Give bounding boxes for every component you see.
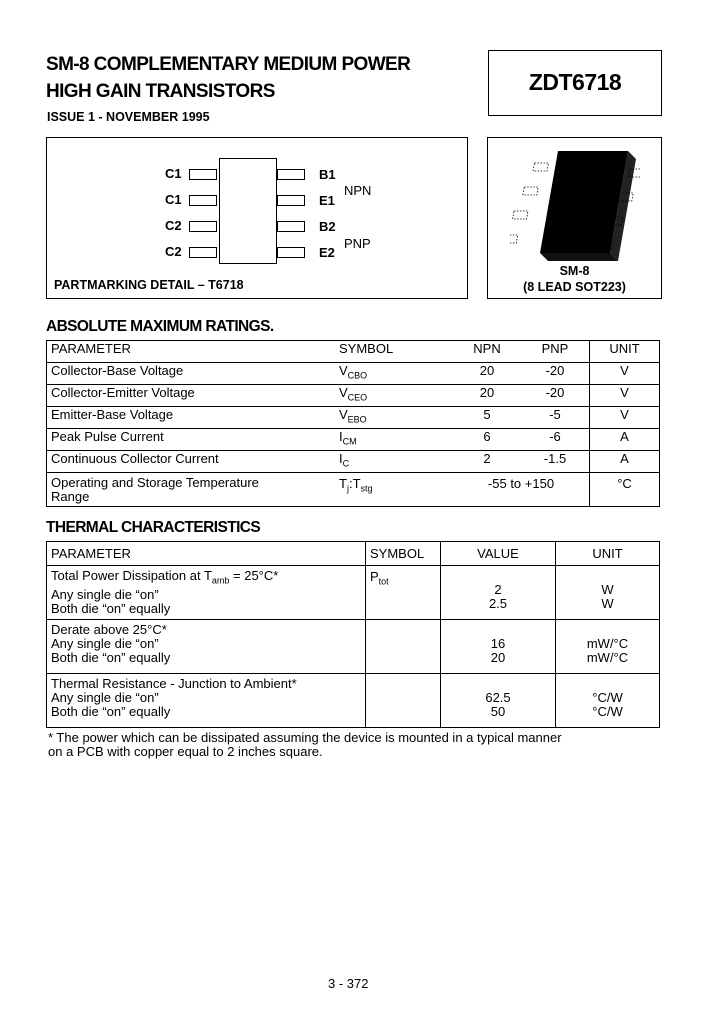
- pin-label-right-2: E1: [319, 193, 335, 208]
- symbol-text: V: [339, 385, 348, 400]
- pnp-cell: -1.5: [521, 451, 590, 473]
- param-cell: Collector-Base Voltage: [47, 363, 336, 385]
- page-number: 3 - 372: [328, 976, 369, 991]
- value-text: 62.5: [485, 690, 511, 705]
- title-line-1: SM-8 COMPLEMENTARY MEDIUM POWER: [46, 54, 411, 75]
- symbol-sub: j: [346, 483, 349, 494]
- unit-cell: [556, 674, 660, 728]
- table-row: [47, 451, 660, 473]
- value-cell: [441, 620, 556, 674]
- table-row: [47, 620, 660, 674]
- unit-text: mW/°C: [586, 636, 629, 651]
- line-label: Both die “on” equally: [51, 704, 171, 719]
- symbol-sub: tot: [378, 576, 389, 587]
- pin-label-left-1: C1: [165, 166, 182, 181]
- table-row: [47, 429, 660, 451]
- symbol-text: I: [339, 451, 343, 466]
- table-row: [47, 674, 660, 728]
- unit-cell: [556, 566, 660, 620]
- symbol-text: V: [339, 363, 348, 378]
- npn-label: NPN: [344, 183, 372, 198]
- thermal-table: [46, 541, 660, 728]
- line-label: Both die “on” equally: [51, 650, 171, 665]
- col-header-unit: UNIT: [556, 542, 660, 566]
- npn-cell: 5: [453, 407, 521, 429]
- pin-label-right-3: B2: [319, 219, 336, 234]
- abs-max-table: [46, 340, 660, 507]
- unit-cell: V: [590, 407, 660, 429]
- table-row: [47, 407, 660, 429]
- partmarking-detail: PARTMARKING DETAIL – T6718: [54, 278, 244, 292]
- param-cell: [47, 473, 336, 507]
- value-text: 2.5: [488, 596, 508, 611]
- npn-cell: 6: [453, 429, 521, 451]
- issue-date: ISSUE 1 - NOVEMBER 1995: [47, 110, 210, 124]
- table-row: [47, 566, 660, 620]
- symbol-cell: [366, 620, 441, 674]
- pnp-cell: -6: [521, 429, 590, 451]
- param-cell: Emitter-Base Voltage: [47, 407, 336, 429]
- symbol-cell: [335, 385, 453, 407]
- pin-right-3: [277, 221, 305, 232]
- footnote-line-2: on a PCB with copper equal to 2 inches square.: [48, 744, 323, 759]
- col-header-symbol: SYMBOL: [366, 542, 441, 566]
- group-title: [51, 569, 361, 588]
- abs-max-heading: ABSOLUTE MAXIMUM RATINGS.: [46, 318, 274, 335]
- unit-text: °C/W: [592, 704, 623, 719]
- symbol-cell: [366, 674, 441, 728]
- group-title: Derate above 25°C*: [51, 622, 167, 637]
- symbol-cell: [335, 451, 453, 473]
- symbol-text: I: [339, 429, 343, 444]
- package-box: [487, 137, 662, 299]
- unit-cell: A: [590, 451, 660, 473]
- pin-left-2: [189, 195, 217, 206]
- pin-right-1: [277, 169, 305, 180]
- pin-left-3: [189, 221, 217, 232]
- title-text: Total Power Dissipation at T: [51, 568, 212, 583]
- package-desc: (8 LEAD SOT223): [523, 280, 626, 294]
- col-header-unit: UNIT: [590, 341, 660, 363]
- col-header-parameter: PARAMETER: [47, 542, 366, 566]
- param-cell: [47, 674, 366, 728]
- symbol-sub: CM: [342, 436, 357, 447]
- symbol-sub: C: [342, 458, 350, 469]
- col-header-npn: NPN: [453, 341, 521, 363]
- value-text: 2: [494, 582, 502, 597]
- chip-body: [219, 158, 277, 264]
- value-cell: [441, 566, 556, 620]
- value-text: 20: [490, 650, 506, 665]
- pinout-box: [46, 137, 468, 299]
- part-number: ZDT6718: [528, 69, 622, 95]
- pnp-cell: -5: [521, 407, 590, 429]
- pin-label-left-4: C2: [165, 244, 182, 259]
- symbol-cell: [335, 473, 453, 507]
- col-header-symbol: SYMBOL: [335, 341, 453, 363]
- pin-label-left-3: C2: [165, 218, 182, 233]
- param-cell: [47, 620, 366, 674]
- line-label: Any single die “on”: [51, 586, 159, 602]
- table-header-row: [47, 341, 660, 363]
- value-text: 50: [490, 704, 506, 719]
- symbol-text: P: [370, 569, 379, 584]
- title-sub: amb: [211, 575, 230, 586]
- unit-cell: V: [590, 385, 660, 407]
- npn-cell: 20: [453, 385, 521, 407]
- table-row: [47, 363, 660, 385]
- param-cell: Continuous Collector Current: [47, 451, 336, 473]
- group-title: Thermal Resistance - Junction to Ambient*: [51, 676, 297, 691]
- param-line-2: Range: [51, 489, 90, 504]
- unit-text: mW/°C: [586, 650, 629, 665]
- symbol-sub: CBO: [347, 370, 368, 381]
- symbol-cell: [335, 407, 453, 429]
- symbol-sub: EBO: [347, 414, 367, 425]
- param-cell: Collector-Emitter Voltage: [47, 385, 336, 407]
- param-line-1: Operating and Storage Temperature: [51, 475, 259, 490]
- symbol-text: T: [339, 476, 347, 491]
- unit-text: W: [601, 596, 614, 611]
- pin-right-4: [277, 247, 305, 258]
- pin-label-right-4: E2: [319, 245, 335, 260]
- symbol-cell: [366, 566, 441, 620]
- symbol-text: T: [352, 476, 361, 491]
- pnp-label: PNP: [344, 236, 371, 251]
- symbol-text: V: [339, 407, 348, 422]
- unit-text: °C/W: [592, 690, 623, 705]
- col-header-value: VALUE: [441, 542, 556, 566]
- pin-left-4: [189, 247, 217, 258]
- pin-label-right-1: B1: [319, 167, 336, 182]
- line-label: Both die “on” equally: [51, 600, 171, 616]
- unit-text: W: [601, 582, 614, 597]
- pnp-cell: -20: [521, 385, 590, 407]
- col-header-pnp: PNP: [521, 341, 590, 363]
- title-line-2: HIGH GAIN TRANSISTORS: [46, 81, 275, 102]
- symbol-cell: [335, 429, 453, 451]
- pin-left-1: [189, 169, 217, 180]
- pnp-cell: -20: [521, 363, 590, 385]
- npn-cell: 20: [453, 363, 521, 385]
- thermal-heading: THERMAL CHARACTERISTICS: [46, 519, 261, 536]
- unit-cell: °C: [590, 473, 660, 507]
- npn-cell: 2: [453, 451, 521, 473]
- table-row: [47, 385, 660, 407]
- value-cell: [441, 674, 556, 728]
- line-label: Any single die “on”: [51, 690, 159, 705]
- footnote-line-1: * The power which can be dissipated assuming the device is mounted in a typical manner: [48, 730, 562, 745]
- col-header-parameter: PARAMETER: [47, 341, 336, 363]
- table-row: [47, 473, 660, 507]
- package-name: SM-8: [559, 264, 590, 278]
- range-cell: -55 to +150: [453, 473, 590, 507]
- pin-right-2: [277, 195, 305, 206]
- line-label: Any single die “on”: [51, 636, 159, 651]
- param-cell: [47, 566, 366, 620]
- package-drawing: [510, 143, 640, 261]
- symbol-sub: CEO: [347, 392, 368, 403]
- title-text: = 25°C*: [229, 568, 279, 583]
- part-number-box: [488, 50, 662, 116]
- param-cell: Peak Pulse Current: [47, 429, 336, 451]
- value-text: 16: [490, 636, 506, 651]
- symbol-cell: [335, 363, 453, 385]
- table-header-row: [47, 542, 660, 566]
- symbol-sub: stg: [360, 483, 373, 494]
- symbol-sep: :: [348, 476, 353, 491]
- unit-cell: V: [590, 363, 660, 385]
- pin-label-left-2: C1: [165, 192, 182, 207]
- unit-cell: [556, 620, 660, 674]
- unit-cell: A: [590, 429, 660, 451]
